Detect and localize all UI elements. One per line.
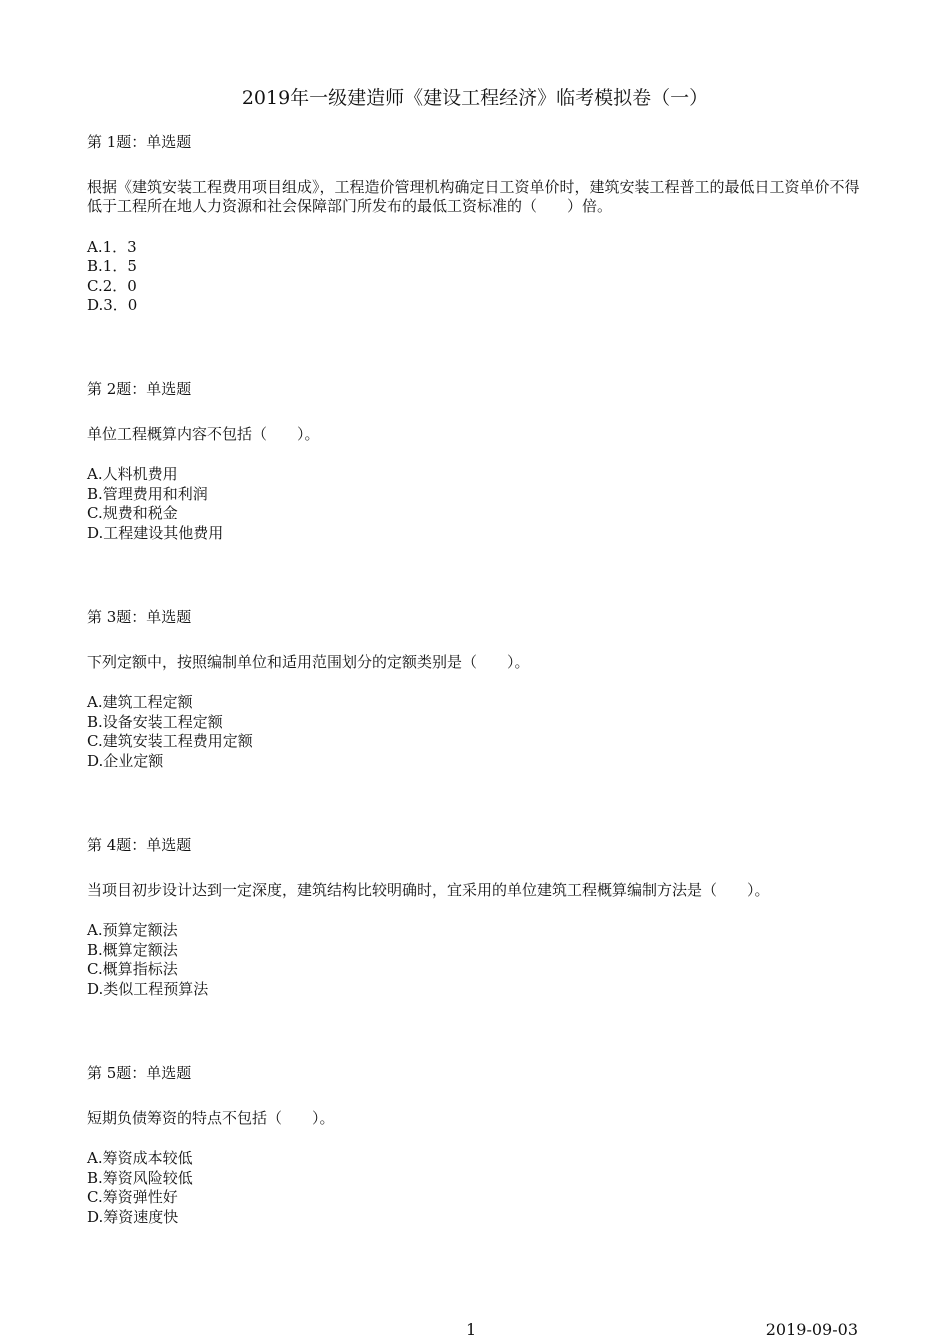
option-b: B.1．5	[87, 257, 137, 275]
option-d: D.企业定额	[87, 751, 164, 770]
option-a: A.建筑工程定额	[87, 693, 193, 711]
option-a: A.人料机费用	[87, 465, 178, 483]
page-title: 2019年一级建造师《建设工程经济》临考模拟卷（一）	[241, 87, 709, 109]
option-b: B.管理费用和利润	[87, 484, 208, 503]
option-c: C.规费和税金	[87, 504, 178, 522]
option-c: C.概算指标法	[87, 960, 178, 978]
question-2	[87, 380, 867, 543]
option-a: A.筹资成本较低	[87, 1149, 193, 1167]
question-header: 第 5题：单选题	[87, 1064, 192, 1082]
option-list	[87, 693, 867, 771]
option-d: D.类似工程预算法	[87, 979, 209, 998]
question-stem: 短期负债筹资的特点不包括（ ）。	[87, 1108, 335, 1127]
option-b: B.设备安装工程定额	[87, 712, 223, 731]
option-list	[87, 465, 867, 543]
question-header: 第 1题：单选题	[87, 133, 192, 151]
question-4	[87, 836, 867, 999]
option-a: A.1．3	[87, 237, 137, 256]
question-stem: 下列定额中，按照编制单位和适用范围划分的定额类别是（ ）。	[87, 652, 530, 671]
option-d: D.3．0	[87, 296, 138, 314]
option-list	[87, 238, 867, 316]
option-b: B.筹资风险较低	[87, 1168, 193, 1187]
option-list	[87, 1149, 867, 1227]
footer-date: 2019-09-03	[765, 1320, 858, 1339]
option-c: C.建筑安装工程费用定额	[87, 732, 253, 750]
question-5	[87, 1064, 867, 1227]
question-stem: 根据《建筑安装工程费用项目组成》，工程造价管理机构确定日工资单价时，建筑安装工程普工的最低日工资单价不得低于工程所在地人力资源和社会保障部门所发布的最低工资标准的（ ）倍。	[87, 177, 860, 215]
question-1	[87, 133, 867, 316]
page-number: 1	[466, 1320, 477, 1339]
question-3	[87, 608, 867, 771]
option-c: C.筹资弹性好	[87, 1188, 178, 1206]
option-list	[87, 921, 867, 999]
option-a: A.预算定额法	[87, 921, 178, 939]
question-header: 第 4题：单选题	[87, 836, 192, 854]
question-header: 第 2题：单选题	[87, 380, 192, 398]
option-d: D.工程建设其他费用	[87, 523, 224, 542]
option-c: C.2．0	[87, 276, 137, 295]
question-stem: 单位工程概算内容不包括（ ）。	[87, 424, 320, 443]
option-d: D.筹资速度快	[87, 1207, 179, 1226]
question-header: 第 3题：单选题	[87, 608, 192, 626]
question-stem: 当项目初步设计达到一定深度，建筑结构比较明确时，宜采用的单位建筑工程概算编制方法是（ ）。	[87, 880, 770, 899]
option-b: B.概算定额法	[87, 940, 178, 959]
